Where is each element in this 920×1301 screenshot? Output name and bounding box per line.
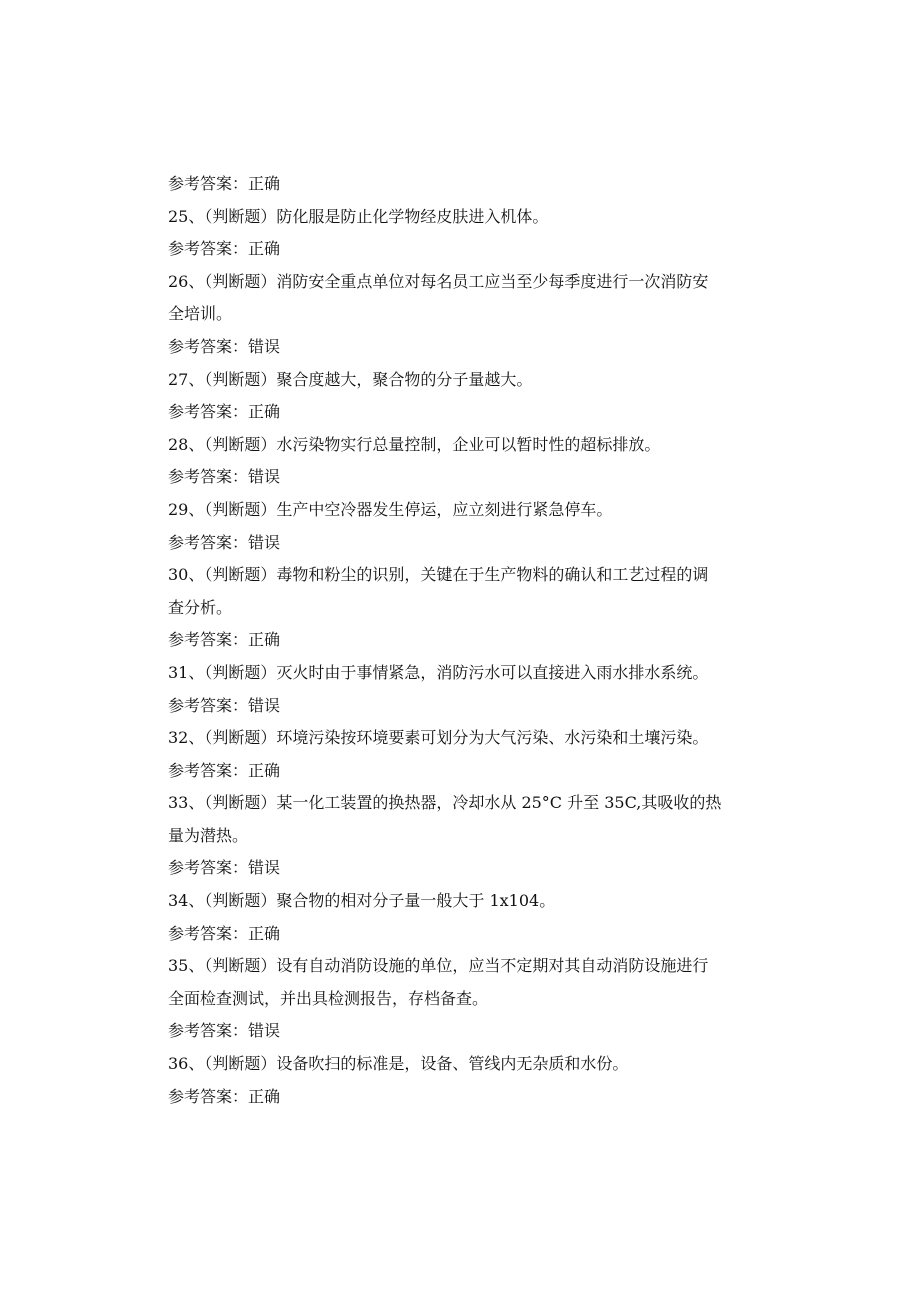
answer-line: 参考答案：错误 [168, 858, 281, 878]
answer-line: 参考答案：正确 [168, 760, 281, 780]
question-line-continuation: 查分析。 [168, 597, 233, 617]
question-line-continuation: 量为潜热。 [168, 825, 249, 845]
answer-line: 参考答案：错误 [168, 467, 281, 487]
question-line: 29、（判断题）生产中空冷器发生停运，应立刻进行紧急停车。 [168, 499, 613, 519]
question-line: 35、（判断题）设有自动消防设施的单位，应当不定期对其自动消防设施进行 [168, 956, 709, 976]
question-line-continuation: 全面检查测试，并出具检测报告，存档备查。 [168, 988, 489, 1008]
question-line: 27、（判断题）聚合度越大，聚合物的分子量越大。 [168, 369, 533, 389]
answer-line: 参考答案：错误 [168, 336, 281, 356]
answer-line: 参考答案：正确 [168, 402, 281, 422]
question-line-continuation: 全培训。 [168, 304, 233, 324]
answer-line: 参考答案：正确 [168, 923, 281, 943]
question-line: 26、（判断题）消防安全重点单位对每名员工应当至少每季度进行一次消防安 [168, 271, 709, 291]
question-line: 32、（判断题）环境污染按环境要素可划分为大气污染、水污染和土壤污染。 [168, 728, 709, 748]
answer-line: 参考答案：正确 [168, 1086, 281, 1106]
answer-line: 参考答案：错误 [168, 1021, 281, 1041]
question-line: 36、（判断题）设备吹扫的标准是，设备、管线内无杂质和水份。 [168, 1054, 629, 1074]
answer-line: 参考答案：正确 [168, 630, 281, 650]
answer-line: 参考答案：正确 [168, 239, 281, 259]
question-line: 30、（判断题）毒物和粉尘的识别，关键在于生产物料的确认和工艺过程的调 [168, 565, 709, 585]
question-line: 31、（判断题）灭火时由于事情紧急，消防污水可以直接进入雨水排水系统。 [168, 662, 709, 682]
question-line: 28、（判断题）水污染物实行总量控制，企业可以暂时性的超标排放。 [168, 434, 661, 454]
question-line: 25、（判断题）防化服是防止化学物经皮肤进入机体。 [168, 206, 549, 226]
answer-line: 参考答案：错误 [168, 695, 281, 715]
document-body [168, 168, 758, 1113]
answer-line: 参考答案：正确 [168, 174, 281, 193]
question-line: 34、（判断题）聚合物的相对分子量一般大于 1x104。 [168, 891, 556, 911]
answer-line: 参考答案：错误 [168, 532, 281, 552]
question-line: 33、（判断题）某一化工装置的换热器，冷却水从 25°C 升至 35C,其吸收的热 [168, 793, 722, 813]
